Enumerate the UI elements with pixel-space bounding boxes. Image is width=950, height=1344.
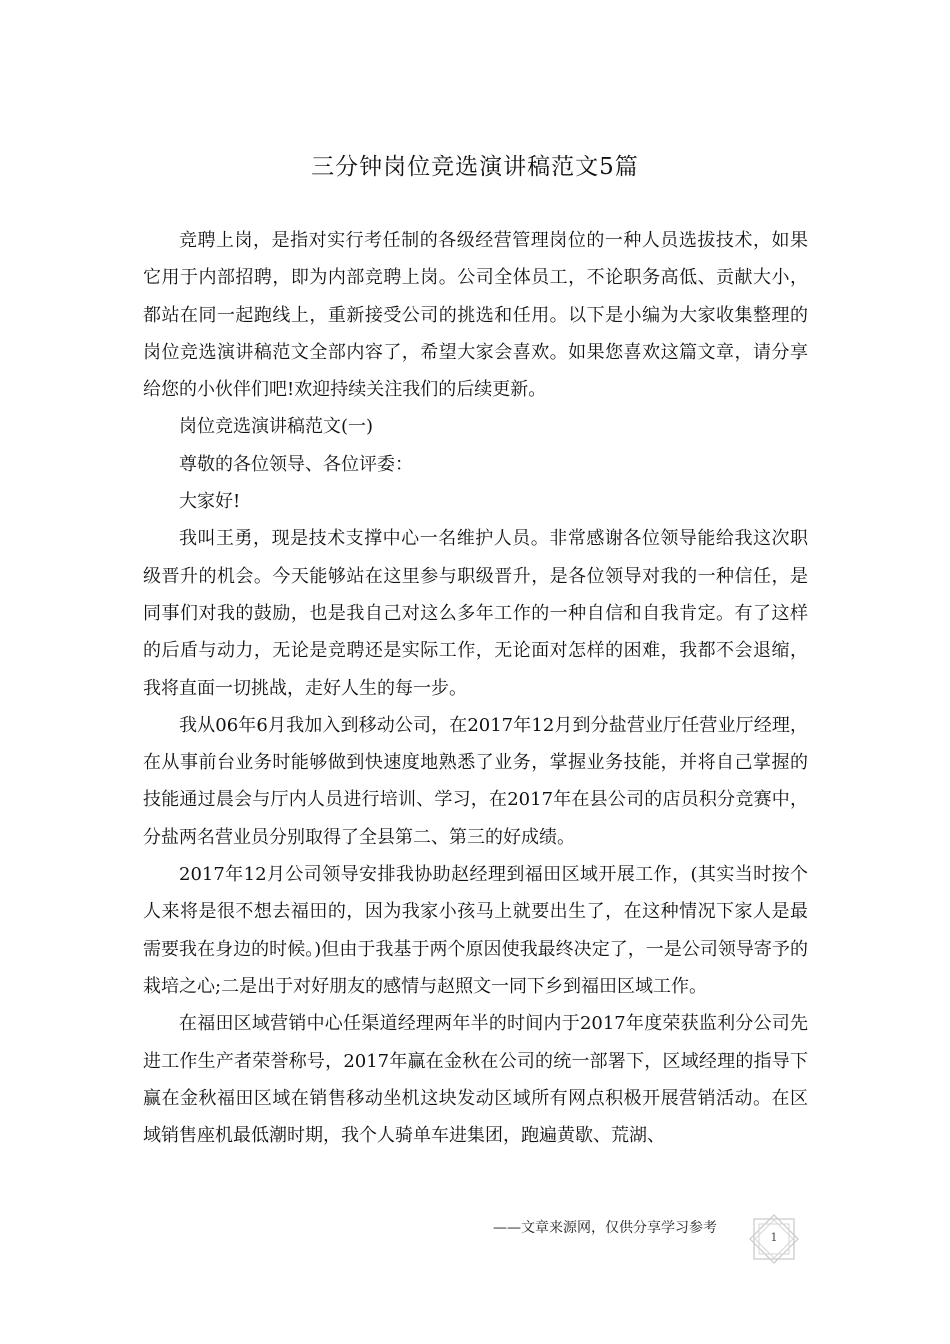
body-paragraph: 我叫王勇，现是技术支撑中心一名维护人员。非常感谢各位领导能给我这次职级晋升的机会。今天能够站在这里参与职级晋升，是各位领导对我的一种信任，是同事们对我的鼓励，也是我自己对这么多年工作的一种自信和自我肯定。有了这样的后盾与动力，无论是竞聘还是实际工作，无论面对怎样的困难，我都不会退缩，我将直面一切挑战，走好人生的每一步。 <box>143 528 808 699</box>
greeting: 大家好! <box>179 491 241 513</box>
page-number: 1 <box>770 1231 778 1244</box>
body-paragraph: 2017年12月公司领导安排我协助赵经理到福田区域开展工作，(其实当时按个人来将是很不想去福田的，因为我家小孩马上就要出生了，在这种情况下家人是最需要我在身边的时候。)但由于我基于两个原因使我最终决定了，一是公司领导寄予的栽培之心;二是出于对好朋友的感情与赵照文一同下乡到福田区域工作。 <box>143 864 808 997</box>
document-body <box>143 222 808 1154</box>
page-title: 三分钟岗位竞选演讲稿范文5篇 <box>311 154 639 180</box>
page-number-badge <box>748 1213 800 1265</box>
section-heading: 岗位竞选演讲稿范文(一) <box>179 416 374 438</box>
body-paragraph: 在福田区域营销中心任渠道经理两年半的时间内于2017年度荣获监利分公司先进工作生产者荣誉称号，2017年赢在金秋在公司的统一部署下，区域经理的指导下赢在金秋福田区域在销售移动坐机这块发动区域所有网点积极开展营销活动。在区域销售座机最低潮时期，我个人骑单车进集团，跑遍黄歇、荒湖、 <box>143 1013 808 1147</box>
footer-source-note: ——文章来源网，仅供分享学习参考 <box>493 1220 717 1236</box>
body-paragraph: 我从06年6月我加入到移动公司，在2017年12月到分盐营业厅任营业厅经理，在从事前台业务时能够做到快速度地熟悉了业务，掌握业务技能，并将自己掌握的技能通过晨会与厅内人员进行培训、学习，在2017年在县公司的店员积分竞赛中，分盐两名营业员分别取得了全县第二、第三的好成绩。 <box>143 714 808 848</box>
intro-paragraph: 竞聘上岗，是指对实行考任制的各级经营管理岗位的一种人员选拔技术，如果它用于内部招聘，即为内部竞聘上岗。公司全体员工，不论职务高低、贡献大小，都站在同一起跑线上，重新接受公司的挑选和任用。以下是小编为大家收集整理的岗位竞选演讲稿范文全部内容了，希望大家会喜欢。如果您喜欢这篇文章，请分享给您的小伙伴们吧!欢迎持续关注我们的后续更新。 <box>143 230 808 401</box>
salutation: 尊敬的各位领导、各位评委： <box>179 453 413 475</box>
